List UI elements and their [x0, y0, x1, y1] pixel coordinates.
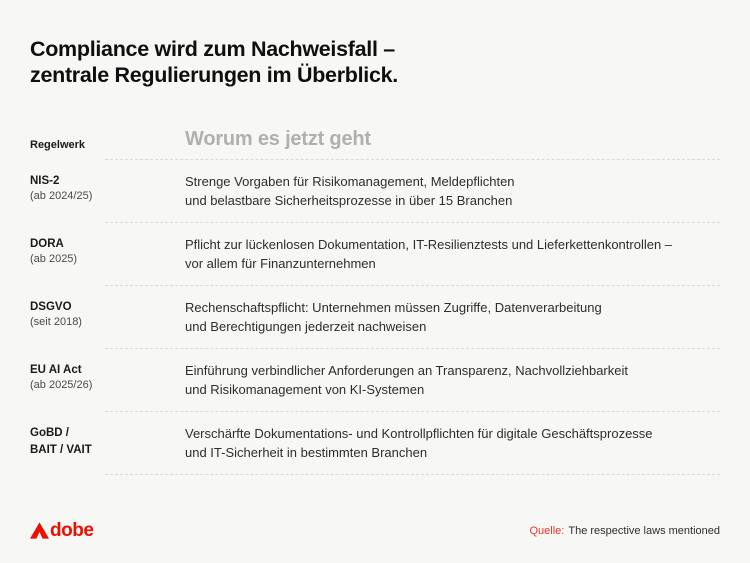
regulation-description [185, 298, 720, 336]
description-line2: vor allem für Finanzunternehmen [185, 256, 376, 271]
regulation-description [185, 235, 720, 273]
regulation-description [185, 361, 720, 399]
regulation-label [30, 361, 185, 399]
source-note [530, 525, 721, 537]
description-line1: Pflicht zur lückenlosen Dokumentation, IT-Resilienztests und Lieferkettenkontrollen – [185, 237, 673, 252]
regulation-label [30, 235, 185, 273]
regulation-date: (ab 2024/25) [30, 190, 93, 202]
source-label: Quelle: [529, 524, 565, 537]
regulation-name-line2: BAIT / VAIT [30, 444, 92, 456]
regulation-label [30, 298, 185, 336]
description-line2: und belastbare Sicherheitsprozesse in über 15 Branchen [185, 193, 513, 208]
regulation-description [185, 424, 720, 462]
table-row [30, 286, 720, 348]
table-row [30, 160, 720, 222]
column-header-regelwerk: Regelwerk [30, 139, 86, 151]
adobe-wordmark-text: dobe [50, 520, 94, 541]
regulation-label [30, 424, 185, 462]
page-title-line1: Compliance wird zum Nachweisfall – [30, 37, 395, 61]
row-divider [105, 474, 720, 475]
description-line1: Einführung verbindlicher Anforderungen an Transparenz, Nachvollziehbarkeit [185, 363, 628, 378]
regulation-label [30, 172, 185, 210]
regulation-name: DORA [30, 238, 64, 250]
regulation-date: (ab 2025) [30, 253, 78, 265]
table-row [30, 223, 720, 285]
regulation-date: (ab 2025/26) [30, 379, 93, 391]
adobe-logo [30, 522, 93, 539]
table-header [30, 128, 720, 159]
description-line1: Verschärfte Dokumentations- und Kontrollpflichten für digitale Geschäftsprozesse [185, 426, 653, 441]
description-line1: Strenge Vorgaben für Risikomanagement, Meldepflichten [185, 174, 515, 189]
footer [30, 522, 720, 539]
table-row [30, 349, 720, 411]
regulation-name: EU AI Act [30, 364, 82, 376]
source-text: The respective laws mentioned [568, 524, 720, 537]
description-line1: Rechenschaftspflicht: Unternehmen müssen Zugriffe, Datenverarbeitung [185, 300, 602, 315]
description-line2: und IT-Sicherheit in bestimmten Branchen [185, 445, 428, 460]
description-line2: und Risikomanagement von KI-Systemen [185, 382, 425, 397]
regulation-name: NIS-2 [30, 175, 60, 187]
table-row [30, 412, 720, 474]
regulation-description [185, 172, 720, 210]
regulation-date: (seit 2018) [30, 316, 82, 328]
description-line2: und Berechtigungen jederzeit nachweisen [185, 319, 427, 334]
regulation-name: DSGVO [30, 301, 72, 313]
page-title [30, 0, 720, 88]
page-title-line2: zentrale Regulierungen im Überblick. [30, 63, 398, 87]
adobe-a-icon [30, 522, 49, 539]
regulation-name: GoBD / [30, 427, 69, 439]
column-header-worum: Worum es jetzt geht [185, 128, 371, 150]
